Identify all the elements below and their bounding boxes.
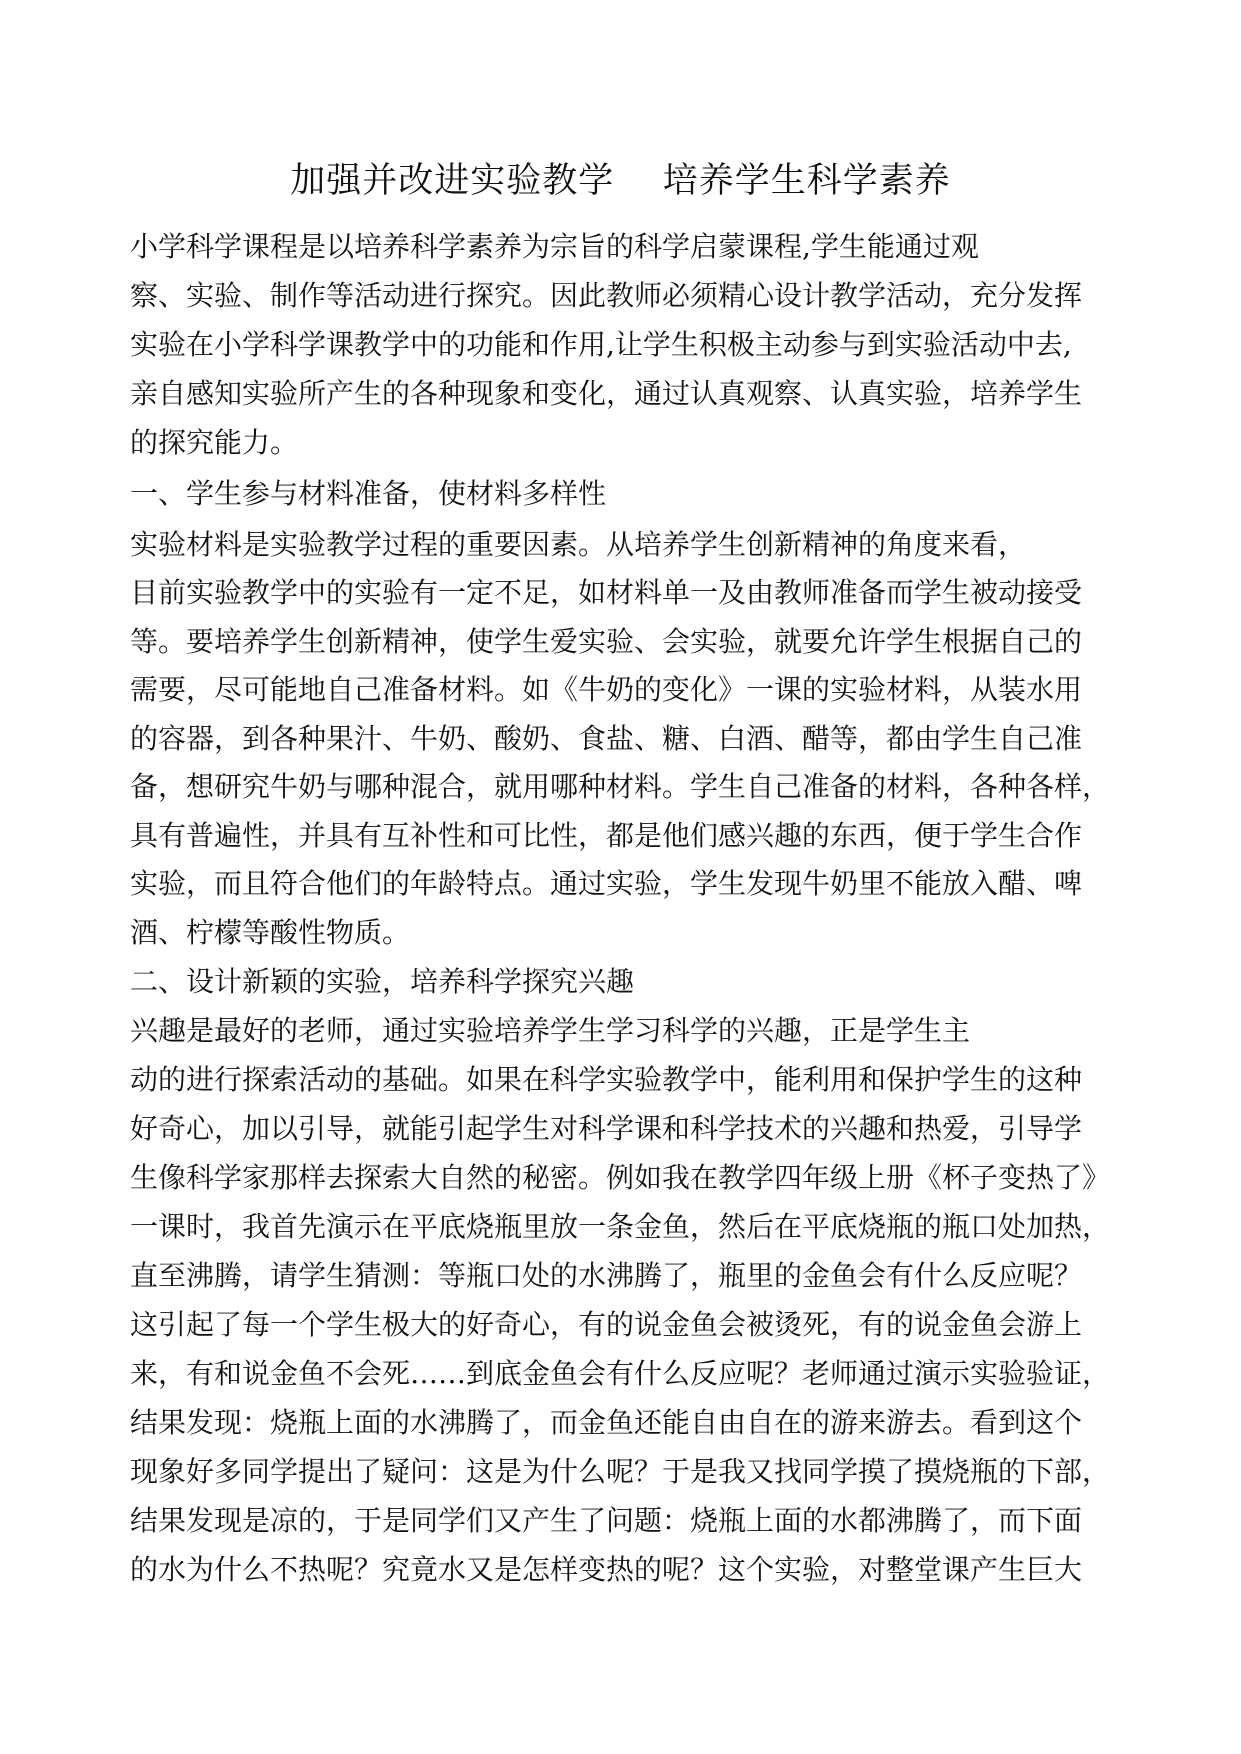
body-line: 的水为什么不热呢？究竟水又是怎样变热的呢？这个实验，对整堂课产生巨大 [130,1553,1083,1586]
body-line: 等。要培养学生创新精神，使学生爱实验、会实验，就要允许学生根据自己的 [130,625,1083,658]
body-line: 察、实验、制作等活动进行探究。因此教师必须精心设计教学活动，充分发挥 [130,279,1083,312]
document-title: 加强并改进实验教学 培养学生科学素养 [290,161,951,201]
section-heading: 二、设计新颖的实验，培养科学探究兴趣 [130,965,635,998]
body-line: 一课时，我首先演示在平底烧瓶里放一条金鱼，然后在平底烧瓶的瓶口处加热， [130,1210,1111,1243]
body-line: 动的进行探索活动的基础。如果在科学实验教学中，能利用和保护学生的这种 [130,1063,1083,1096]
section-heading: 一、学生参与材料准备，使材料多样性 [130,477,607,510]
body-line: 的探究能力。 [130,426,299,459]
body-line: 兴趣是最好的老师，通过实验培养学生学习科学的兴趣，正是学生主 [130,1014,971,1047]
body-line: 现象好多同学提出了疑问：这是为什么呢？于是我又找同学摸了摸烧瓶的下部， [130,1455,1111,1488]
body-line: 备，想研究牛奶与哪种混合，就用哪种材料。学生自己准备的材料，各种各样， [130,770,1111,803]
body-line: 结果发现是凉的，于是同学们又产生了问题：烧瓶上面的水都沸腾了，而下面 [130,1504,1083,1537]
body-line: 小学科学课程是以培养科学素养为宗旨的科学启蒙课程,学生能通过观 [130,230,979,263]
body-line: 实验，而且符合他们的年龄特点。通过实验，学生发现牛奶里不能放入醋、啤 [130,867,1083,900]
body-line: 生像科学家那样去探索大自然的秘密。例如我在教学四年级上册《杯子变热了》 [130,1161,1111,1194]
body-line: 需要，尽可能地自己准备材料。如《牛奶的变化》一课的实验材料，从装水用 [130,673,1083,706]
body-line: 好奇心，加以引导，就能引起学生对科学课和科学技术的兴趣和热爱，引导学 [130,1112,1083,1145]
body-line: 直至沸腾，请学生猜测：等瓶口处的水沸腾了，瓶里的金鱼会有什么反应呢？ [130,1259,1083,1292]
body-line: 实验在小学科学课教学中的功能和作用,让学生积极主动参与到实验活动中去, [130,328,1072,361]
body-line: 来，有和说金鱼不会死……到底金鱼会有什么反应呢？老师通过演示实验验证， [130,1357,1111,1390]
body-line: 这引起了每一个学生极大的好奇心，有的说金鱼会被烫死，有的说金鱼会游上 [130,1308,1083,1341]
body-line: 结果发现：烧瓶上面的水沸腾了，而金鱼还能自由自在的游来游去。看到这个 [130,1406,1083,1439]
body-line: 亲自感知实验所产生的各种现象和变化，通过认真观察、认真实验，培养学生 [130,377,1083,410]
body-line: 具有普遍性，并具有互补性和可比性，都是他们感兴趣的东西，便于学生合作 [130,819,1083,852]
body-line: 酒、柠檬等酸性物质。 [130,916,411,949]
body-line: 实验材料是实验教学过程的重要因素。从培养学生创新精神的角度来看， [130,528,1027,561]
body-line: 的容器，到各种果汁、牛奶、酸奶、食盐、糖、白酒、醋等，都由学生自己准 [130,722,1083,755]
body-line: 目前实验教学中的实验有一定不足，如材料单一及由教师准备而学生被动接受 [130,576,1083,609]
